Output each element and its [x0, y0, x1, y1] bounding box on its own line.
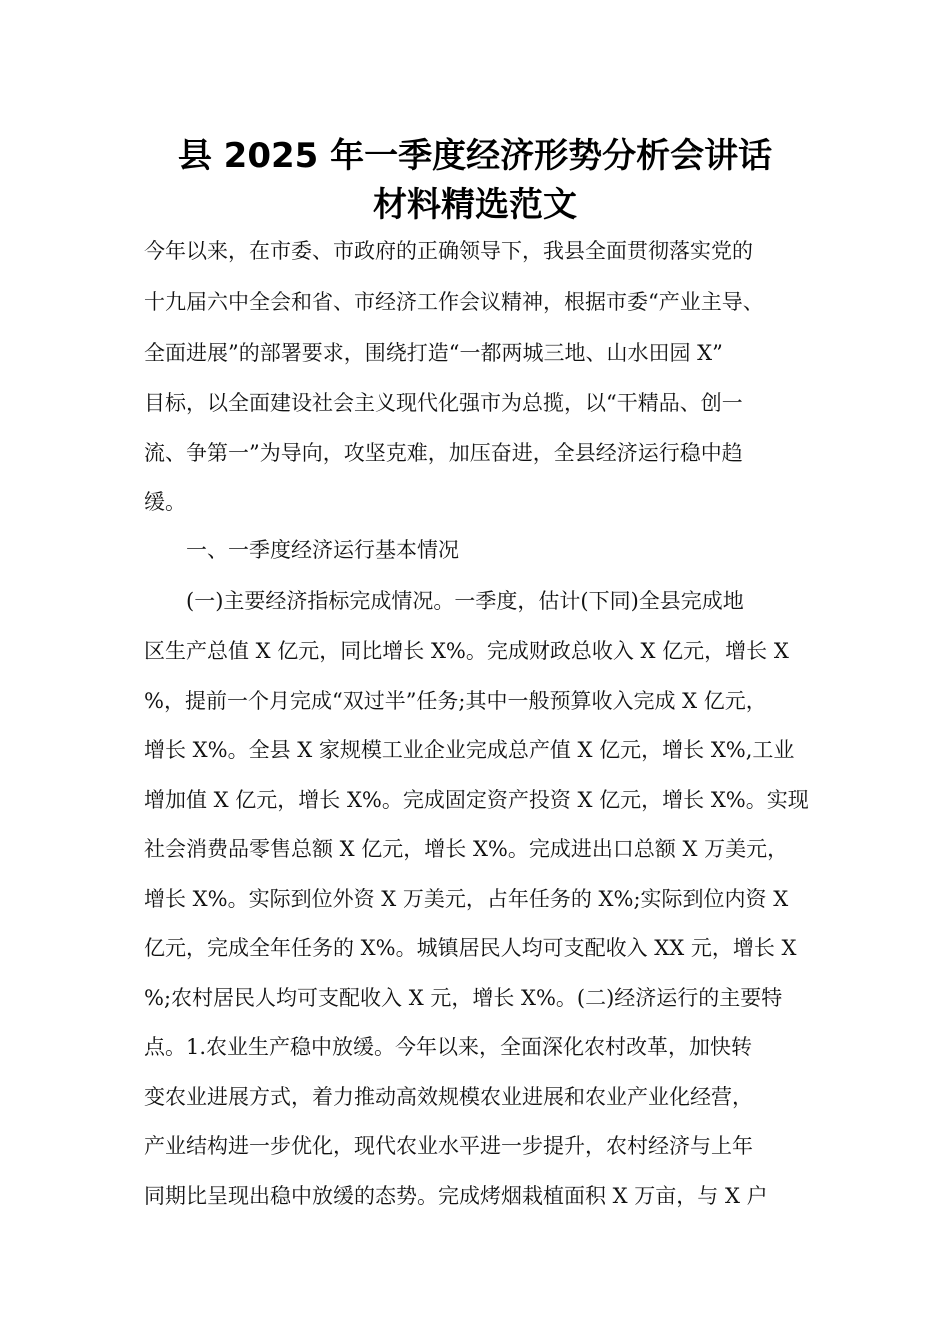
section-heading-1: 一、一季度经济运行基本情况 [144, 538, 459, 562]
paragraph-body-line-6: 社会消费品零售总额 X 亿元，增长 X%。完成进出口总额 X 万美元， [144, 837, 789, 861]
paragraph-body-line-5: 增加值 X 亿元，增长 X%。完成固定资产投资 X 亿元，增长 X%。实现 [144, 788, 809, 812]
paragraph-body-line-10: 点。1.农业生产稳中放缓。今年以来，全面深化农村改革，加快转 [144, 1035, 753, 1059]
paragraph-intro-line-2: 十九届六中全会和省、市经济工作会议精神，根据市委“产业主导、 [144, 290, 764, 314]
document-title-line-2: 材料精选范文 [373, 185, 577, 225]
paragraph-body-line-9: %;农村居民人均可支配收入 X 元，增长 X%。(二)经济运行的主要特 [144, 986, 783, 1010]
paragraph-body-line-8: 亿元，完成全年任务的 X%。城镇居民人均可支配收入 XX 元，增长 X [144, 936, 797, 960]
paragraph-body-line-2: 区生产总值 X 亿元，同比增长 X%。完成财政总收入 X 亿元，增长 X [144, 639, 789, 663]
paragraph-intro-line-4: 目标，以全面建设社会主义现代化强市为总揽，以“干精品、创一 [144, 391, 743, 415]
paragraph-body-line-4: 增长 X%。全县 X 家规模工业企业完成总产值 X 亿元，增长 X%,工业 [144, 738, 795, 762]
paragraph-body-line-1: (一)主要经济指标完成情况。一季度，估计(下同)全县完成地 [144, 589, 744, 613]
paragraph-body-line-3: %，提前一个月完成“双过半”任务;其中一般预算收入完成 X 亿元， [144, 689, 767, 713]
paragraph-body-line-7: 增长 X%。实际到位外资 X 万美元，占年任务的 X%;实际到位内资 X [144, 887, 789, 911]
paragraph-intro-line-1: 今年以来，在市委、市政府的正确领导下，我县全面贯彻落实党的 [144, 239, 753, 263]
paragraph-intro-line-6: 缓。 [144, 490, 186, 514]
document-title-line-1: 县 2025 年一季度经济形势分析会讲话 [177, 136, 773, 176]
paragraph-body-line-13: 同期比呈现出稳中放缓的态势。完成烤烟栽植面积 X 万亩，与 X 户 [144, 1184, 768, 1208]
paragraph-body-line-12: 产业结构进一步优化，现代农业水平进一步提升，农村经济与上年 [144, 1134, 753, 1158]
paragraph-intro-line-3: 全面进展”的部署要求，围绕打造“一都两城三地、山水田园 X” [144, 341, 723, 365]
paragraph-body-line-11: 变农业进展方式，着力推动高效规模农业进展和农业产业化经营， [144, 1085, 753, 1109]
paragraph-intro-line-5: 流、争第一”为导向，攻坚克难，加压奋进，全县经济运行稳中趋 [144, 441, 743, 465]
